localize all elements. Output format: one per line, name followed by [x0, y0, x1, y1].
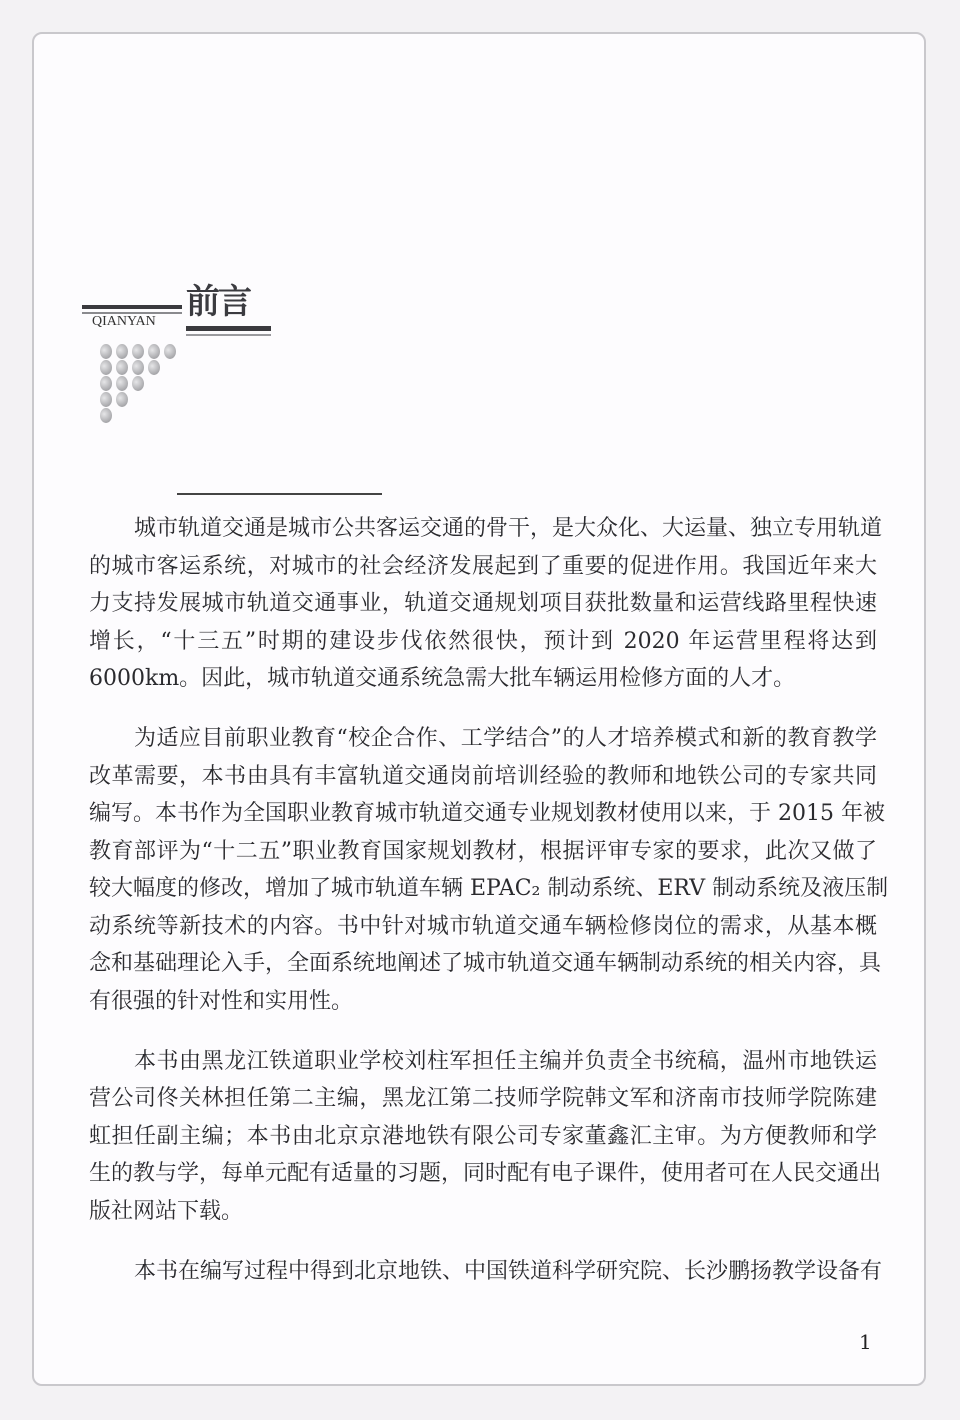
chapter-subtitle: QIANYAN: [92, 314, 156, 329]
text-line: 较大幅度的修改，增加了城市轨道车辆 EPAC₂ 制动系统、ERV 制动系统及液压制: [89, 876, 889, 901]
page-number: 1: [859, 1330, 872, 1354]
text-line: 的城市客运系统，对城市的社会经济发展起到了重要的促进作用。我国近年来大: [89, 553, 877, 579]
chapter-title: 前言: [186, 282, 250, 322]
dot-icon: [100, 392, 112, 407]
text-line: 动系统等新技术的内容。书中针对城市轨道交通车辆检修岗位的需求，从基本概: [89, 913, 877, 939]
paragraph: [89, 1253, 883, 1291]
text-line: 本书在编写过程中得到北京地铁、中国铁道科学研究院、长沙鹏扬教学设备有: [134, 1258, 883, 1284]
section-rule: [177, 493, 382, 495]
dot-icon: [116, 392, 128, 407]
dot-icon: [116, 376, 128, 391]
header-rule: [82, 305, 182, 309]
dot-icon: [100, 376, 112, 391]
body-text: [89, 510, 889, 1313]
dot-icon: [100, 408, 112, 423]
text-line: 增长，“十三五”时期的建设步伐依然很快，预计到 2020 年运营里程将达到: [89, 628, 877, 654]
text-line: 虹担任副主编；本书由北京京港地铁有限公司专家董鑫汇主审。为方便教师和学: [89, 1123, 877, 1149]
text-line: 生的教与学，每单元配有适量的习题，同时配有电子课件，使用者可在人民交通出: [89, 1161, 882, 1186]
text-line: 营公司佟关林担任第二主编，黑龙江第二技师学院韩文军和济南市技师学院陈建: [89, 1086, 877, 1111]
text-line: 城市轨道交通是城市公共客运交通的骨干，是大众化、大运量、独立专用轨道: [134, 516, 883, 541]
title-underline-thin: [186, 334, 271, 336]
dot-icon: [132, 376, 144, 391]
paragraph: [89, 510, 883, 698]
dot-icon: [100, 360, 112, 375]
dot-icon: [148, 344, 160, 359]
text-line: 教育部评为“十二五”职业教育国家规划教材，根据评审专家的要求，此次又做了: [89, 838, 877, 864]
dot-icon: [148, 360, 160, 375]
dot-icon: [132, 344, 144, 359]
book-page: [32, 32, 926, 1386]
dot-icon: [116, 360, 128, 375]
text-line: 版社网站下载。: [89, 1198, 244, 1224]
dot-icon: [100, 344, 112, 359]
dot-icon: [116, 344, 128, 359]
text-line: 编写。本书作为全国职业教育城市轨道交通专业规划教材使用以来，于 2015 年被: [89, 801, 885, 826]
text-line: 6000km。因此，城市轨道交通系统急需大批车辆运用检修方面的人才。: [89, 666, 796, 691]
text-line: 本书由黑龙江铁道职业学校刘柱军担任主编并负责全书统稿，温州市地铁运: [134, 1048, 877, 1074]
text-line: 力支持发展城市轨道交通事业，轨道交通规划项目获批数量和运营线路里程快速: [89, 591, 877, 616]
text-line: 改革需要，本书由具有丰富轨道交通岗前培训经验的教师和地铁公司的专家共同: [89, 763, 877, 789]
text-line: 念和基础理论入手，全面系统地阐述了城市轨道交通车辆制动系统的相关内容，具: [89, 951, 882, 976]
text-line: 有很强的针对性和实用性。: [89, 988, 354, 1014]
title-underline: [186, 326, 271, 331]
text-line: 为适应目前职业教育“校企合作、工学结合”的人才培养模式和新的教育教学: [134, 726, 877, 751]
dot-icon: [132, 360, 144, 375]
paragraph: [89, 720, 889, 1020]
paragraph: [89, 1043, 882, 1231]
dot-icon: [164, 344, 176, 359]
